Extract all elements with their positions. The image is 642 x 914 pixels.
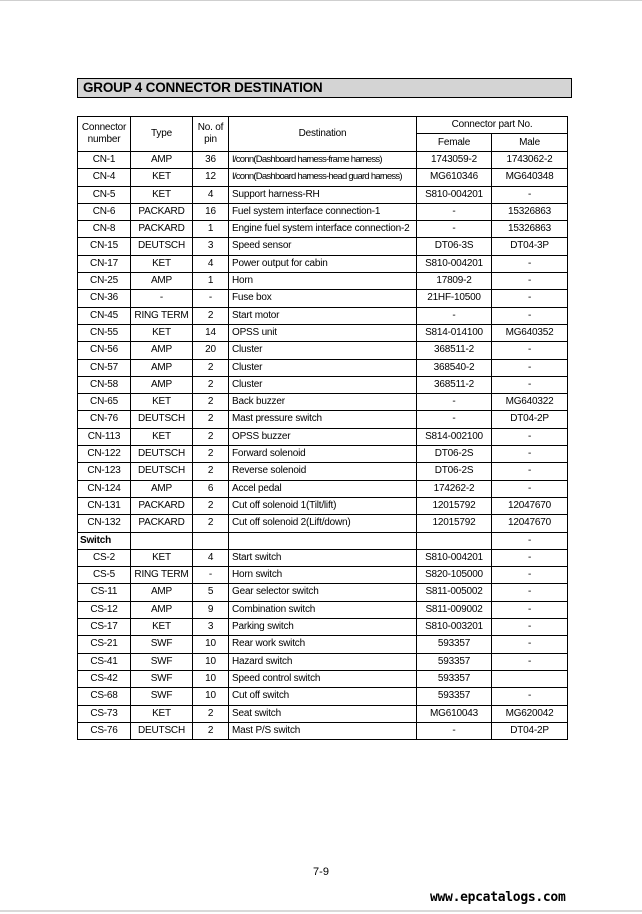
cell-connector-number: CN-124 [78, 480, 131, 497]
cell-female: S811-005002 [417, 584, 492, 601]
cell-pin: 10 [193, 653, 229, 670]
cell-female: - [417, 203, 492, 220]
cell-male: 1743062-2 [492, 152, 568, 169]
cell-female: 593357 [417, 653, 492, 670]
cell-type: KET [131, 549, 193, 566]
cell-connector-number: CS-5 [78, 567, 131, 584]
cell-destination: Cut off switch [229, 688, 417, 705]
cell-connector-number: CN-15 [78, 238, 131, 255]
cell-female: - [417, 722, 492, 739]
cell-male: - [492, 273, 568, 290]
cell-pin: 10 [193, 670, 229, 687]
cell-type: RING TERM [131, 567, 193, 584]
cell-connector-number: CN-8 [78, 221, 131, 238]
cell-female: - [417, 221, 492, 238]
cell-pin: 2 [193, 359, 229, 376]
table-row [78, 688, 568, 705]
header-male: Male [492, 134, 568, 152]
cell-pin: 10 [193, 636, 229, 653]
cell-female: S810-004201 [417, 255, 492, 272]
cell-type: AMP [131, 342, 193, 359]
cell-pin: 16 [193, 203, 229, 220]
cell-destination: Mast P/S switch [229, 722, 417, 739]
cell-destination: Speed control switch [229, 670, 417, 687]
cell-male: - [492, 186, 568, 203]
cell-male: 15326863 [492, 203, 568, 220]
table-body [78, 152, 568, 740]
header-no-of-pin-line2: pin [204, 134, 217, 145]
table-row [78, 324, 568, 341]
cell-connector-number: CN-123 [78, 463, 131, 480]
table-row [78, 307, 568, 324]
cell-female: - [417, 394, 492, 411]
cell-pin: 1 [193, 273, 229, 290]
cell-type: KET [131, 705, 193, 722]
header-row [78, 117, 568, 134]
cell-male: DT04-3P [492, 238, 568, 255]
table-row [78, 186, 568, 203]
cell-pin: 2 [193, 722, 229, 739]
cell-connector-number: CN-5 [78, 186, 131, 203]
header-female: Female [417, 134, 492, 152]
cell-connector-number: CN-57 [78, 359, 131, 376]
cell-male: DT04-2P [492, 722, 568, 739]
cell-destination [229, 532, 417, 549]
cell-destination: Start motor [229, 307, 417, 324]
cell-male: - [492, 376, 568, 393]
cell-female: 593357 [417, 636, 492, 653]
table-row [78, 342, 568, 359]
group-title: GROUP 4 CONNECTOR DESTINATION [77, 78, 572, 98]
cell-connector-number: CN-122 [78, 446, 131, 463]
cell-connector-number: CN-1 [78, 152, 131, 169]
cell-destination: I/conn(Dashboard harness-head guard harness) [229, 169, 417, 186]
cell-destination: Fuse box [229, 290, 417, 307]
cell-male: - [492, 359, 568, 376]
table-row [78, 203, 568, 220]
cell-male: - [492, 307, 568, 324]
cell-type: PACKARD [131, 203, 193, 220]
table-row [78, 255, 568, 272]
cell-female [417, 532, 492, 549]
cell-pin: - [193, 567, 229, 584]
cell-male: - [492, 584, 568, 601]
cell-connector-number: CN-132 [78, 515, 131, 532]
cell-connector-number: CN-65 [78, 394, 131, 411]
cell-female: 17809-2 [417, 273, 492, 290]
cell-destination: Combination switch [229, 601, 417, 618]
cell-female: 12015792 [417, 515, 492, 532]
cell-destination: Cut off solenoid 1(Tilt/lift) [229, 497, 417, 514]
cell-male: - [492, 446, 568, 463]
cell-connector-number: CN-45 [78, 307, 131, 324]
bottom-rule [0, 910, 642, 912]
cell-male: DT04-2P [492, 411, 568, 428]
cell-pin: - [193, 290, 229, 307]
cell-female: 1743059-2 [417, 152, 492, 169]
cell-female: 368511-2 [417, 342, 492, 359]
cell-pin: 2 [193, 446, 229, 463]
cell-female: S810-004201 [417, 549, 492, 566]
cell-destination: Gear selector switch [229, 584, 417, 601]
table-row [78, 619, 568, 636]
cell-destination: Support harness-RH [229, 186, 417, 203]
table-row [78, 670, 568, 687]
cell-connector-number: CS-11 [78, 584, 131, 601]
cell-male: - [492, 549, 568, 566]
cell-connector-number: CS-76 [78, 722, 131, 739]
cell-female: S814-002100 [417, 428, 492, 445]
table-row [78, 567, 568, 584]
cell-female: 12015792 [417, 497, 492, 514]
table-row [78, 273, 568, 290]
cell-male: - [492, 619, 568, 636]
cell-type: AMP [131, 601, 193, 618]
cell-destination: Fuel system interface connection-1 [229, 203, 417, 220]
table-row [78, 169, 568, 186]
header-type: Type [131, 117, 193, 152]
cell-destination: Seat switch [229, 705, 417, 722]
cell-destination: Hazard switch [229, 653, 417, 670]
table-row [78, 584, 568, 601]
cell-destination: OPSS buzzer [229, 428, 417, 445]
table-row [78, 428, 568, 445]
table-row [78, 152, 568, 169]
table-row [78, 480, 568, 497]
cell-connector-number: CN-56 [78, 342, 131, 359]
cell-type: AMP [131, 480, 193, 497]
table-row [78, 394, 568, 411]
table-row [78, 601, 568, 618]
cell-female: 21HF-10500 [417, 290, 492, 307]
cell-connector-number: CS-17 [78, 619, 131, 636]
header-connector-number [78, 117, 131, 152]
cell-pin: 6 [193, 480, 229, 497]
cell-destination: Horn switch [229, 567, 417, 584]
cell-connector-number: CS-21 [78, 636, 131, 653]
cell-type: PACKARD [131, 497, 193, 514]
table-row [78, 290, 568, 307]
cell-pin: 10 [193, 688, 229, 705]
cell-pin: 2 [193, 497, 229, 514]
cell-male: MG640322 [492, 394, 568, 411]
cell-pin: 2 [193, 307, 229, 324]
cell-connector-number: CN-113 [78, 428, 131, 445]
cell-male: MG640352 [492, 324, 568, 341]
cell-type: KET [131, 186, 193, 203]
cell-destination: Speed sensor [229, 238, 417, 255]
cell-type: KET [131, 428, 193, 445]
cell-type: AMP [131, 273, 193, 290]
cell-male: - [492, 342, 568, 359]
cell-type: KET [131, 394, 193, 411]
cell-destination: Cluster [229, 376, 417, 393]
cell-type: PACKARD [131, 515, 193, 532]
cell-pin: 9 [193, 601, 229, 618]
cell-female: S810-003201 [417, 619, 492, 636]
cell-female: 368540-2 [417, 359, 492, 376]
cell-male: - [492, 480, 568, 497]
cell-type: DEUTSCH [131, 238, 193, 255]
cell-female: DT06-2S [417, 463, 492, 480]
table-row [78, 653, 568, 670]
cell-connector-number: CS-41 [78, 653, 131, 670]
cell-type: RING TERM [131, 307, 193, 324]
cell-type: AMP [131, 376, 193, 393]
cell-female: S814-014100 [417, 324, 492, 341]
cell-male: - [492, 653, 568, 670]
cell-type: KET [131, 255, 193, 272]
cell-destination: Start switch [229, 549, 417, 566]
cell-type: DEUTSCH [131, 722, 193, 739]
table-row [78, 221, 568, 238]
cell-pin: 1 [193, 221, 229, 238]
cell-female: 593357 [417, 670, 492, 687]
cell-pin: 5 [193, 584, 229, 601]
cell-type: PACKARD [131, 221, 193, 238]
cell-type: SWF [131, 636, 193, 653]
table-row [78, 549, 568, 566]
cell-female: - [417, 411, 492, 428]
cell-female: S820-105000 [417, 567, 492, 584]
cell-destination: Forward solenoid [229, 446, 417, 463]
table-row [78, 238, 568, 255]
cell-destination: Engine fuel system interface connection-2 [229, 221, 417, 238]
cell-connector-number: CN-55 [78, 324, 131, 341]
cell-connector-number: CN-131 [78, 497, 131, 514]
cell-pin: 2 [193, 463, 229, 480]
cell-pin: 2 [193, 394, 229, 411]
cell-pin: 12 [193, 169, 229, 186]
cell-connector-number: CN-58 [78, 376, 131, 393]
cell-male: - [492, 255, 568, 272]
header-part-no: Connector part No. [417, 117, 568, 134]
header-connector-number-line1: Connector [81, 122, 127, 133]
top-rule [0, 0, 642, 1]
cell-male: - [492, 463, 568, 480]
cell-male: - [492, 636, 568, 653]
cell-pin: 4 [193, 255, 229, 272]
cell-female: - [417, 307, 492, 324]
cell-type: DEUTSCH [131, 463, 193, 480]
cell-pin: 2 [193, 428, 229, 445]
cell-male: - [492, 688, 568, 705]
cell-type: AMP [131, 359, 193, 376]
cell-destination: Horn [229, 273, 417, 290]
cell-male: - [492, 428, 568, 445]
cell-connector-number: CN-36 [78, 290, 131, 307]
cell-male [492, 670, 568, 687]
cell-destination: Back buzzer [229, 394, 417, 411]
cell-female: S811-009002 [417, 601, 492, 618]
cell-male: MG640348 [492, 169, 568, 186]
cell-pin: 2 [193, 705, 229, 722]
cell-connector-number: CN-6 [78, 203, 131, 220]
cell-type: DEUTSCH [131, 446, 193, 463]
table-row [78, 515, 568, 532]
cell-pin: 2 [193, 515, 229, 532]
cell-connector-number: CS-42 [78, 670, 131, 687]
cell-female: 174262-2 [417, 480, 492, 497]
header-no-of-pin-line1: No. of [197, 122, 224, 133]
cell-male: - [492, 601, 568, 618]
cell-male: 12047670 [492, 515, 568, 532]
cell-destination: Reverse solenoid [229, 463, 417, 480]
cell-female: 593357 [417, 688, 492, 705]
watermark: www.epcatalogs.com [430, 890, 566, 905]
cell-type: KET [131, 619, 193, 636]
header-destination: Destination [229, 117, 417, 152]
cell-male: - [492, 567, 568, 584]
cell-connector-number: CS-68 [78, 688, 131, 705]
cell-type: DEUTSCH [131, 411, 193, 428]
cell-pin: 2 [193, 411, 229, 428]
cell-female: MG610043 [417, 705, 492, 722]
cell-male: MG620042 [492, 705, 568, 722]
cell-pin: 2 [193, 376, 229, 393]
cell-female: S810-004201 [417, 186, 492, 203]
table-row [78, 411, 568, 428]
cell-connector-number: CS-12 [78, 601, 131, 618]
cell-type: SWF [131, 688, 193, 705]
cell-destination: I/conn(Dashboard harness-frame harness) [229, 152, 417, 169]
cell-pin: 36 [193, 152, 229, 169]
table-row [78, 359, 568, 376]
header-no-of-pin [193, 117, 229, 152]
cell-destination: Cut off solenoid 2(Lift/down) [229, 515, 417, 532]
cell-destination: Mast pressure switch [229, 411, 417, 428]
cell-female: MG610346 [417, 169, 492, 186]
cell-male: 12047670 [492, 497, 568, 514]
header-connector-number-line2: number [87, 134, 121, 145]
table-row [78, 463, 568, 480]
table-row [78, 722, 568, 739]
cell-destination: Power output for cabin [229, 255, 417, 272]
cell-female: 368511-2 [417, 376, 492, 393]
cell-male: - [492, 290, 568, 307]
cell-connector-number: CN-4 [78, 169, 131, 186]
table-row [78, 636, 568, 653]
cell-type: SWF [131, 653, 193, 670]
cell-male: 15326863 [492, 221, 568, 238]
cell-type: - [131, 290, 193, 307]
cell-connector-number: CN-17 [78, 255, 131, 272]
cell-destination: OPSS unit [229, 324, 417, 341]
cell-type: AMP [131, 584, 193, 601]
table-row [78, 446, 568, 463]
cell-female: DT06-3S [417, 238, 492, 255]
cell-destination: Cluster [229, 359, 417, 376]
table-row [78, 705, 568, 722]
table-row [78, 532, 568, 549]
cell-type [131, 532, 193, 549]
cell-female: DT06-2S [417, 446, 492, 463]
cell-pin: 20 [193, 342, 229, 359]
cell-destination: Rear work switch [229, 636, 417, 653]
cell-male: - [492, 532, 568, 549]
cell-pin [193, 532, 229, 549]
table-row [78, 376, 568, 393]
cell-pin: 4 [193, 186, 229, 203]
cell-connector-number: CN-76 [78, 411, 131, 428]
cell-pin: 14 [193, 324, 229, 341]
connector-table [77, 116, 568, 740]
cell-type: KET [131, 169, 193, 186]
cell-category: Switch [78, 532, 131, 549]
cell-destination: Accel pedal [229, 480, 417, 497]
cell-connector-number: CN-25 [78, 273, 131, 290]
cell-type: AMP [131, 152, 193, 169]
cell-pin: 4 [193, 549, 229, 566]
cell-type: SWF [131, 670, 193, 687]
cell-connector-number: CS-2 [78, 549, 131, 566]
cell-destination: Parking switch [229, 619, 417, 636]
table-row [78, 497, 568, 514]
cell-pin: 3 [193, 238, 229, 255]
page-number: 7-9 [313, 866, 329, 878]
cell-type: KET [131, 324, 193, 341]
cell-pin: 3 [193, 619, 229, 636]
cell-connector-number: CS-73 [78, 705, 131, 722]
cell-destination: Cluster [229, 342, 417, 359]
